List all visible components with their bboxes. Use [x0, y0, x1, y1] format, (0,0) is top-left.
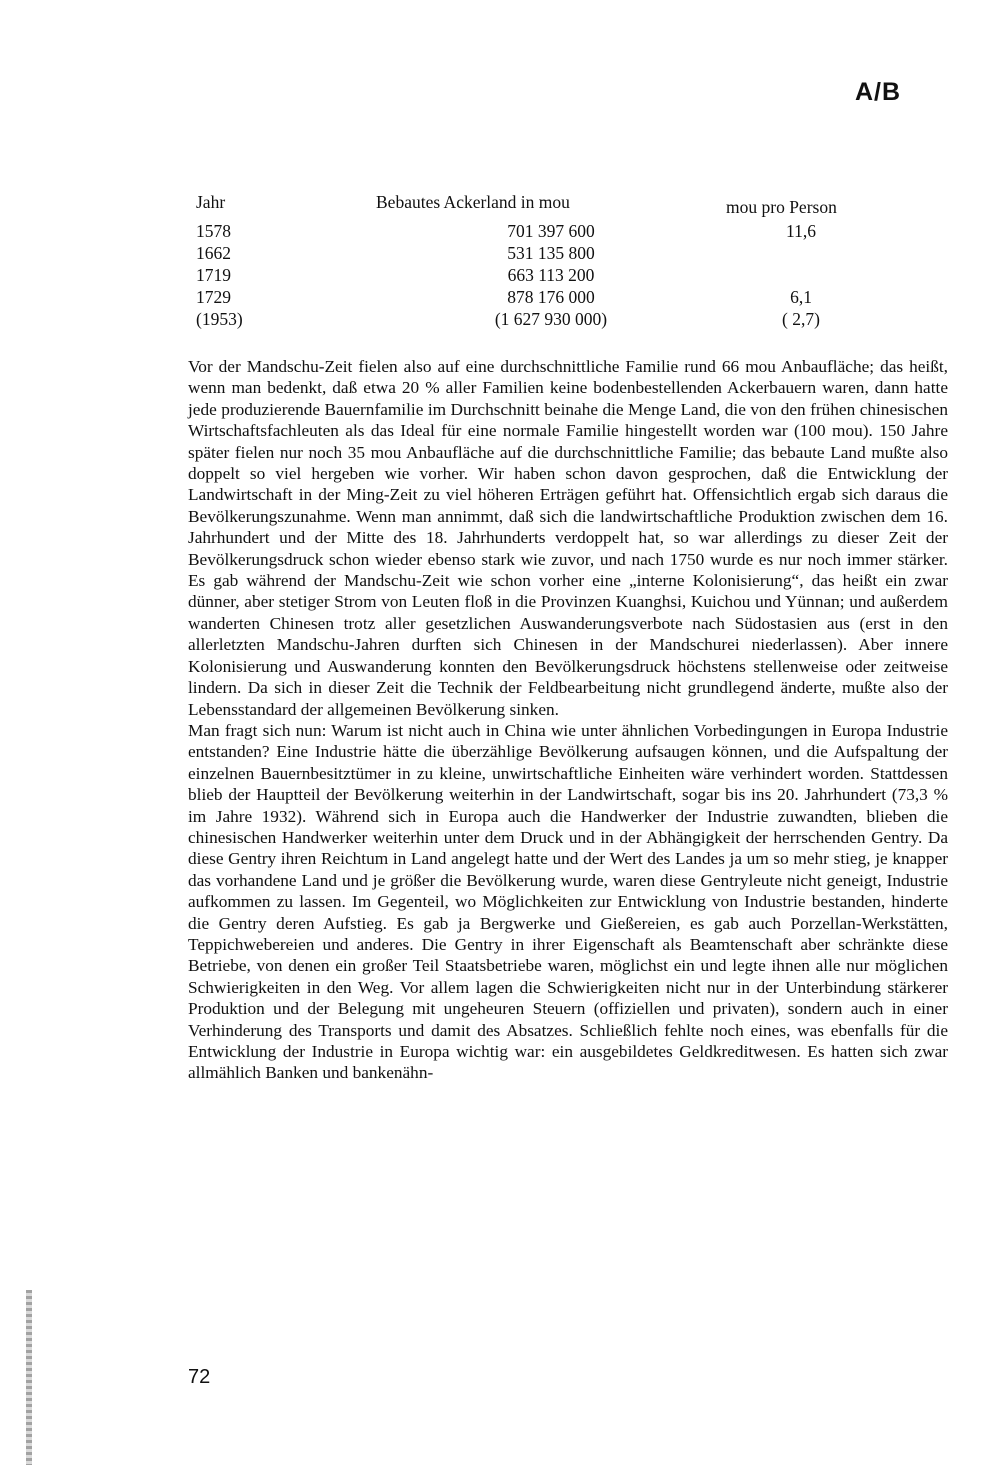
- page-number: 72: [188, 1366, 211, 1388]
- table-row: [196, 264, 876, 286]
- table-header-row: [196, 186, 876, 220]
- cell-mou-per-person: [726, 242, 876, 264]
- cell-land: 878 176 000: [507, 287, 595, 307]
- column-header-cultivated-land: Bebautes Ackerland in mou: [376, 192, 570, 212]
- cell-mou-per-person: 6,1: [790, 287, 812, 307]
- section-mark: A/B: [855, 78, 902, 106]
- paragraph: Man fragt sich nun: Warum ist nicht auch in China wie unter ähnlichen Vorbedingungen in Europa Industrie entstanden? Eine Industrie hätte die überzählige Bevölkerung aufsaugen können, und die Aufspaltung der einzelnen Bauernbesitztümer in zu kleine, unwirtschaftliche Einheiten wäre verhindert worden. Stattdessen blieb der Hauptteil der Bevölkerung weiterhin in der Landwirtschaft, sogar bis ins 20. Jahrhundert (73,3 % im Jahre 1932). Während sich in Europa auch die Handwerker der Industrie zuwandten, blieben die chinesischen Handwerker weiterhin unter dem Druck und in der Abhängigkeit der herrschenden Gentry. Da diese Gentry ihren Reichtum in Land angelegt hatte und der Wert des Landes ja um so mehr stieg, je knapper das vorhandene Land und je größer die Bevölkerung wurde, waren diese Gentryleute nicht geneigt, Industrie aufkommen zu lassen. Im Gegenteil, wo Möglichkeiten zur Entwicklung von Industrie bestanden, hinderte die Gentry deren Aufstieg. Es gab ja Bergwerke und Gießereien, es gab auch Porzellan-Werkstätten, Teppichwebereien und anderes. Die Gentry in ihrer Eigenschaft als Beamtenschaft aber schränkte diese Betriebe, von denen ein großer Teil Staatsbetriebe waren, möglichst ein und legte ihnen alle nur möglichen Schwierigkeiten in den Weg. Vor allem lagen die Schwierigkeiten nicht nur in der Unterbindung stärkerer Produktion und der Belegung mit ungeheuren Steuern (offiziellen und privaten), sondern auch in einer Verhinderung des Transports und damit des Absatzes. Schließlich fehlte noch eines, was ebenfalls für die Entwicklung der Industrie in Europa wichtig war: ein ausgebildetes Geldkreditwesen. Es hatten sich zwar allmählich Banken und bankenähn-: [188, 720, 948, 1083]
- cell-land: (1 627 930 000): [494, 309, 608, 329]
- cell-land: 663 113 200: [507, 265, 595, 285]
- cell-mou-per-person: [726, 264, 876, 286]
- cell-land: 531 135 800: [507, 243, 595, 263]
- body-text: [188, 356, 948, 1084]
- cell-land: 701 397 600: [507, 221, 595, 241]
- column-header-mou-per-person: mou pro Person: [726, 197, 837, 217]
- scan-binding-edge: [26, 1290, 32, 1465]
- column-header-year: Jahr: [196, 192, 226, 212]
- cell-year: 1662: [196, 243, 231, 263]
- table-row: [196, 286, 876, 308]
- cell-year: 1719: [196, 265, 231, 285]
- table-row: [196, 308, 876, 330]
- cell-year: (1953): [196, 309, 243, 329]
- cell-mou-per-person: ( 2,7): [782, 309, 820, 329]
- cell-year: 1578: [196, 221, 231, 241]
- table-row: [196, 220, 876, 242]
- table-row: [196, 242, 876, 264]
- population-land-table: [196, 186, 876, 330]
- paragraph: Vor der Mandschu-Zeit fielen also auf eine durchschnittliche Familie rund 66 mou Anbaufläche; das heißt, wenn man bedenkt, daß etwa 20 % aller Familien keine bodenbestellenden Ackerbauern waren, dann hatte jede produzierende Bauernfamilie im Durchschnitt beinahe die Menge Land, die von den frühen chinesischen Wirtschaftsfachleuten als das Ideal für eine normale Familie hingestellt worden war (100 mou). 150 Jahre später fielen nur noch 35 mou Anbaufläche auf die durchschnittliche Familie; das bebaute Land mußte also doppelt so viel hergeben wie vorher. Wir haben schon davon gesprochen, daß die Entwicklung der Landwirtschaft in der Ming-Zeit zu viel höheren Erträgen geführt hat. Offensichtlich ergab sich daraus die Bevölkerungszunahme. Wenn man annimmt, daß sich die landwirtschaftliche Produktion zwischen dem 16. Jahrhundert und der Mitte des 18. Jahrhunderts verdoppelt hat, so war allerdings zu dieser Zeit der Bevölkerungsdruck schon wieder ebenso stark wie zuvor, und nach 1750 wurde es nur noch immer stärker. Es gab während der Mandschu-Zeit wie schon vorher eine „interne Kolonisierung“, das heißt ein zwar dünner, aber stetiger Strom von Leuten floß in die Provinzen Kuanghsi, Kuichou und Yünnan; und außerdem wanderten Chinesen trotz aller gesetzlichen Auswanderungsverbote nach Südostasien aus (erst in den allerletzten Mandschu-Jahren durften sich Chinesen in der Mandschurei niederlassen). Aber innere Kolonisierung und Auswanderung konnten den Bevölkerungsdruck höchstens stellenweise oder zeitweise lindern. Da sich in dieser Zeit die Technik der Feldbearbeitung nicht grundlegend änderte, mußte also der Lebensstandard der allgemeinen Bevölkerung sinken.: [188, 357, 948, 719]
- cell-year: 1729: [196, 287, 231, 307]
- cell-mou-per-person: 11,6: [786, 221, 816, 241]
